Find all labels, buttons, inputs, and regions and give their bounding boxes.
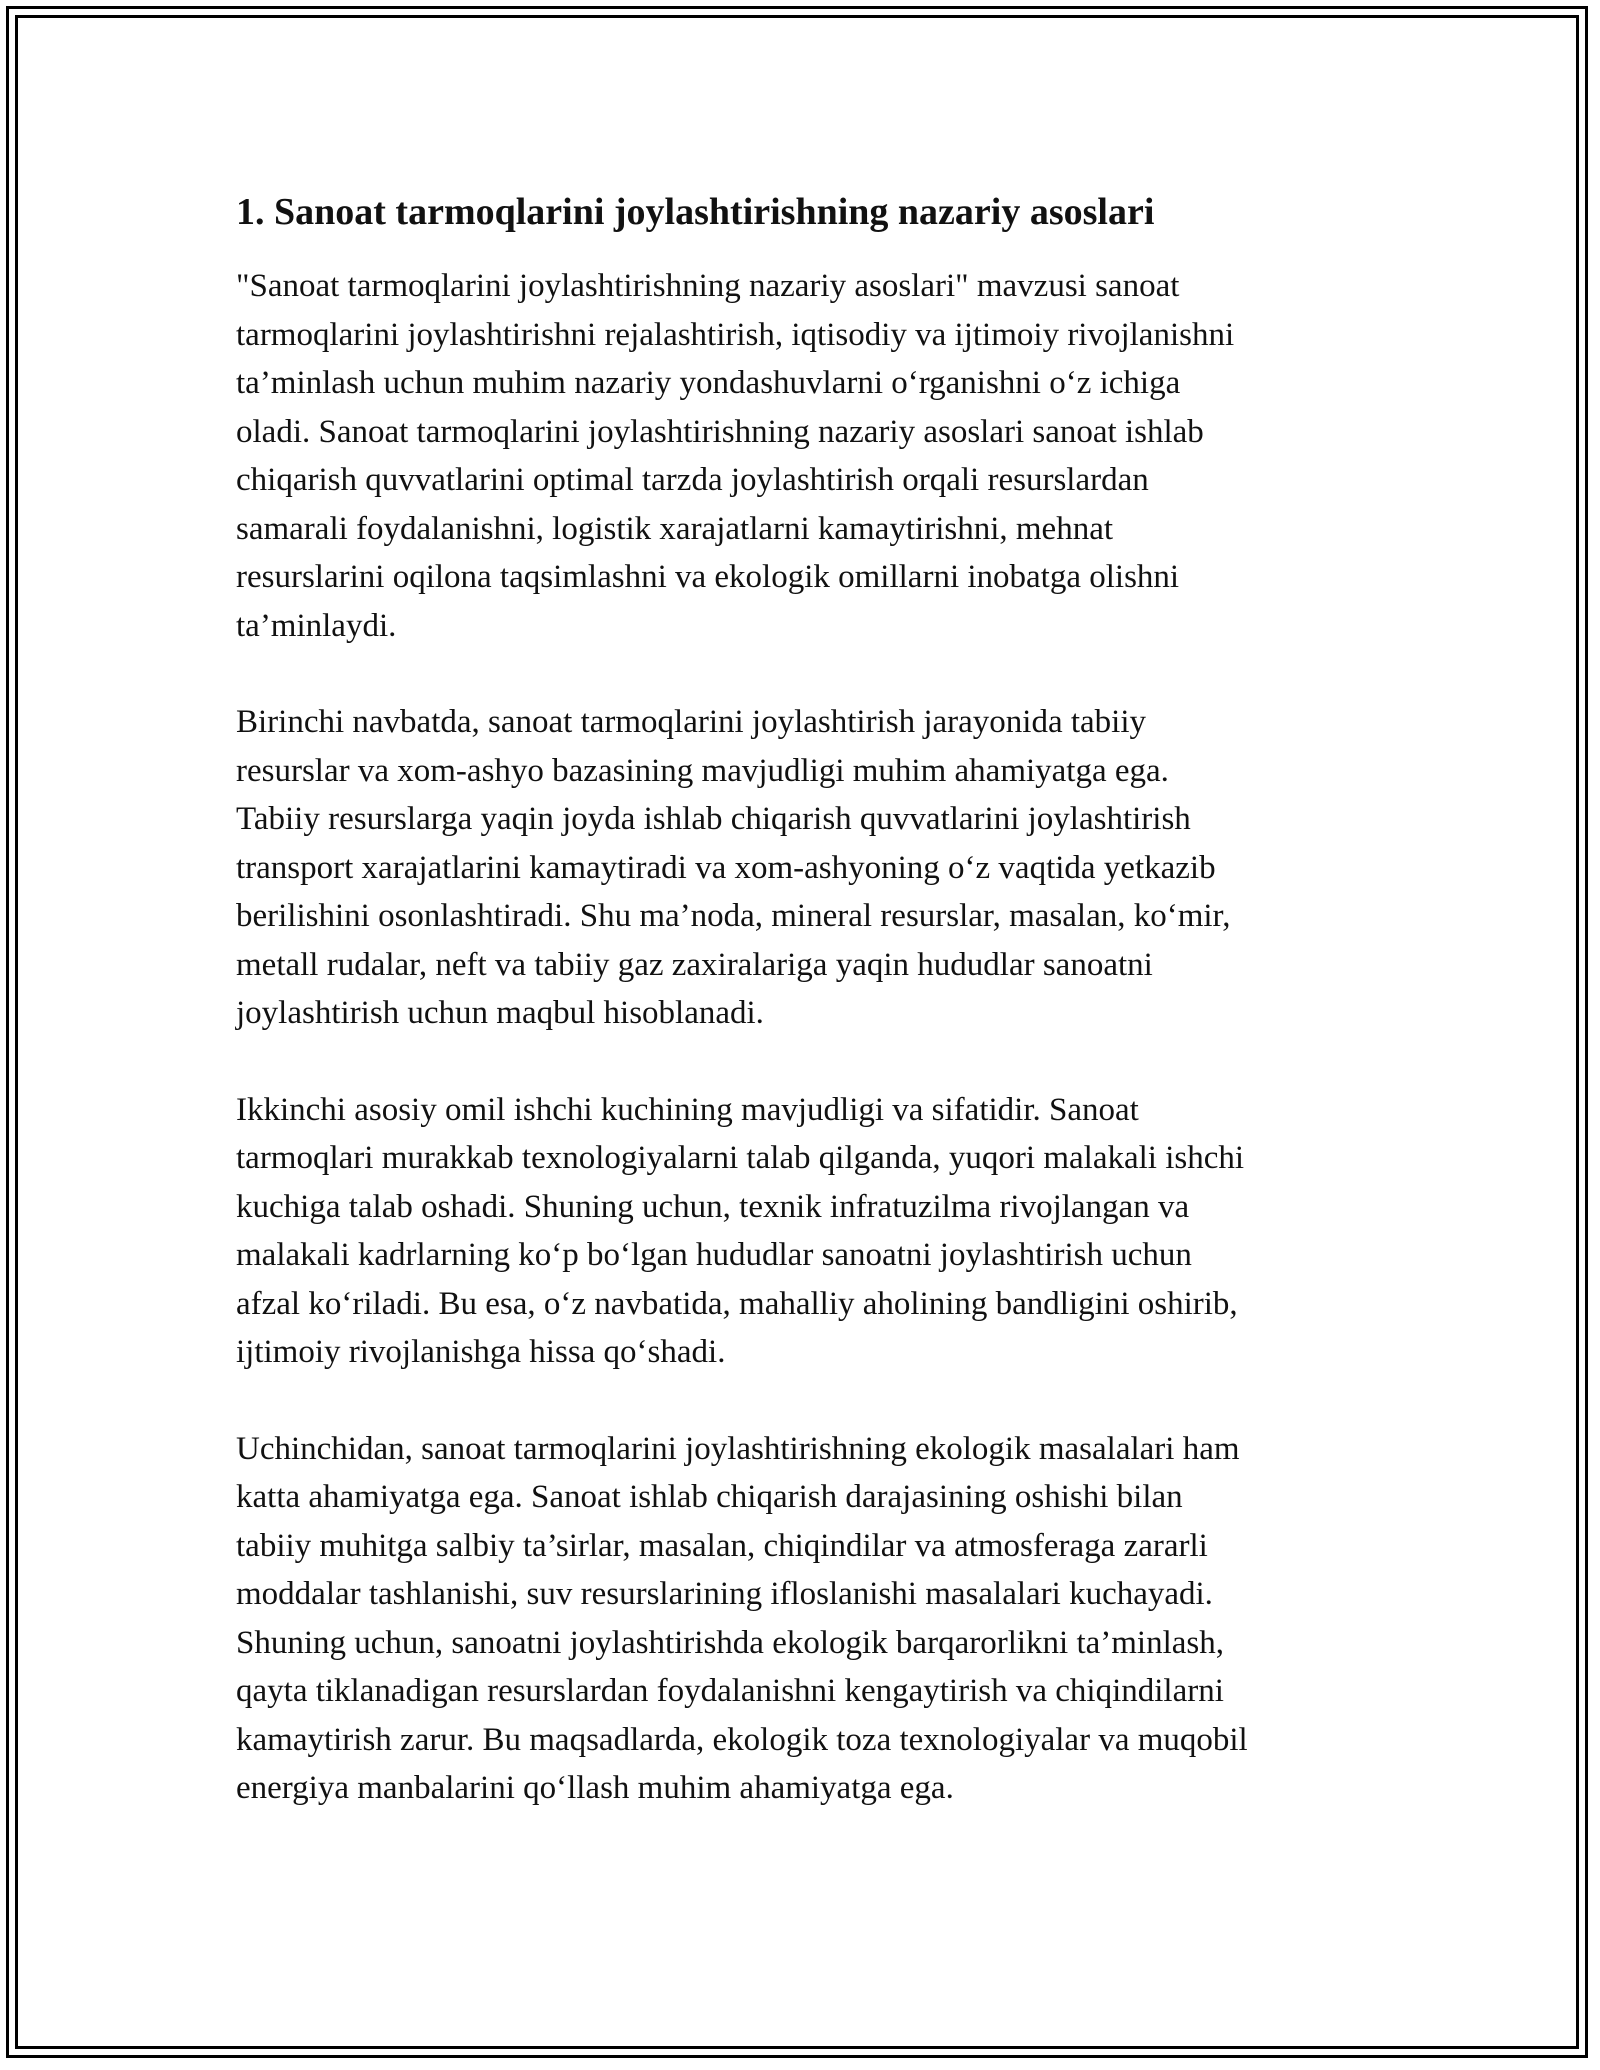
paragraph-line: joylashtirish uchun maqbul hisoblanadi.: [236, 995, 764, 1031]
paragraph-line: tarmoqlarini joylashtirishni rejalashtirish, iqtisodiy va ijtimoiy rivojlanishni: [236, 316, 1235, 353]
paragraph-line: qayta tiklanadigan resurslardan foydalanishni kengaytirish va chiqindilarni: [236, 1673, 1224, 1709]
paragraph-line: kamaytirish zarur. Bu maqsadlarda, ekologik toza texnologiyalar va muqobil: [236, 1721, 1248, 1758]
paragraph-line: ta’minlash uchun muhim nazariy yondashuvlarni o‘rganishni o‘z ichiga: [236, 365, 1181, 401]
paragraph-line: afzal ko‘riladi. Bu esa, o‘z navbatida, mahalliy aholining bandligini oshirib,: [236, 1285, 1238, 1322]
section-heading: 1. Sanoat tarmoqlarini joylashtirishning nazariy asoslari: [236, 191, 1155, 233]
paragraph-line: Tabiiy resurslarga yaqin joyda ishlab chiqarish quvvatlarini joylashtirish: [236, 801, 1191, 837]
paragraph-line: ijtimoiy rivojlanishga hissa qo‘shadi.: [236, 1334, 726, 1370]
paragraph-line: samarali foydalanishni, logistik xarajatlarni kamaytirishni, mehnat: [236, 510, 1114, 547]
paragraph-line: oladi. Sanoat tarmoqlarini joylashtirishning nazariy asoslari sanoat ishlab: [236, 413, 1204, 450]
paragraph-1: [236, 262, 1366, 650]
paragraph-line: moddalar tashlanishi, suv resurslarining ifloslanishi masalalari kuchayadi.: [236, 1576, 1213, 1612]
paragraph-line: Ikkinchi asosiy omil ishchi kuchining mavjudligi va sifatidir. Sanoat: [236, 1091, 1139, 1128]
paragraph-line: Shuning uchun, sanoatni joylashtirishda ekologik barqarorlikni ta’minlash,: [236, 1624, 1225, 1661]
paragraph-line: "Sanoat tarmoqlarini joylashtirishning nazariy asoslari" mavzusi sanoat: [236, 268, 1180, 304]
paragraph-line: katta ahamiyatga ega. Sanoat ishlab chiqarish darajasining oshishi bilan: [236, 1479, 1183, 1515]
paragraph-line: berilishini osonlashtiradi. Shu ma’noda, mineral resurslar, masalan, ko‘mir,: [236, 898, 1231, 934]
paragraph-line: transport xarajatlarini kamaytiradi va xom-ashyoning o‘z vaqtida yetkazib: [236, 849, 1216, 886]
paragraph-line: kuchiga talab oshadi. Shuning uchun, texnik infratuzilma rivojlangan va: [236, 1188, 1190, 1225]
paragraph-line: tarmoqlari murakkab texnologiyalarni talab qilganda, yuqori malakali ishchi: [236, 1140, 1245, 1176]
paragraph-line: chiqarish quvvatlarini optimal tarzda joylashtirish orqali resurslardan: [236, 462, 1149, 498]
paragraph-line: Birinchi navbatda, sanoat tarmoqlarini joylashtirish jarayonida tabiiy: [236, 704, 1147, 740]
paragraph-line: malakali kadrlarning ko‘p bo‘lgan hududlar sanoatni joylashtirish uchun: [236, 1237, 1192, 1273]
paragraph-2: [236, 698, 1366, 1038]
document-page: [236, 188, 1366, 1861]
paragraph-line: ta’minlaydi.: [236, 607, 397, 644]
paragraph-line: resurslar va xom-ashyo bazasining mavjudligi muhim ahamiyatga ega.: [236, 752, 1169, 789]
paragraph-line: resurslarini oqilona taqsimlashni va ekologik omillarni inobatga olishni: [236, 559, 1180, 595]
paragraph-line: metall rudalar, neft va tabiiy gaz zaxiralariga yaqin hududlar sanoatni: [236, 946, 1153, 983]
paragraph-4: [236, 1425, 1366, 1813]
paragraph-line: Uchinchidan, sanoat tarmoqlarini joylashtirishning ekologik masalalari ham: [236, 1430, 1240, 1467]
paragraph-3: [236, 1086, 1366, 1377]
paragraph-line: energiya manbalarini qo‘llash muhim ahamiyatga ega.: [236, 1770, 954, 1806]
paragraph-line: tabiiy muhitga salbiy ta’sirlar, masalan, chiqindilar va atmosferaga zararli: [236, 1527, 1208, 1564]
